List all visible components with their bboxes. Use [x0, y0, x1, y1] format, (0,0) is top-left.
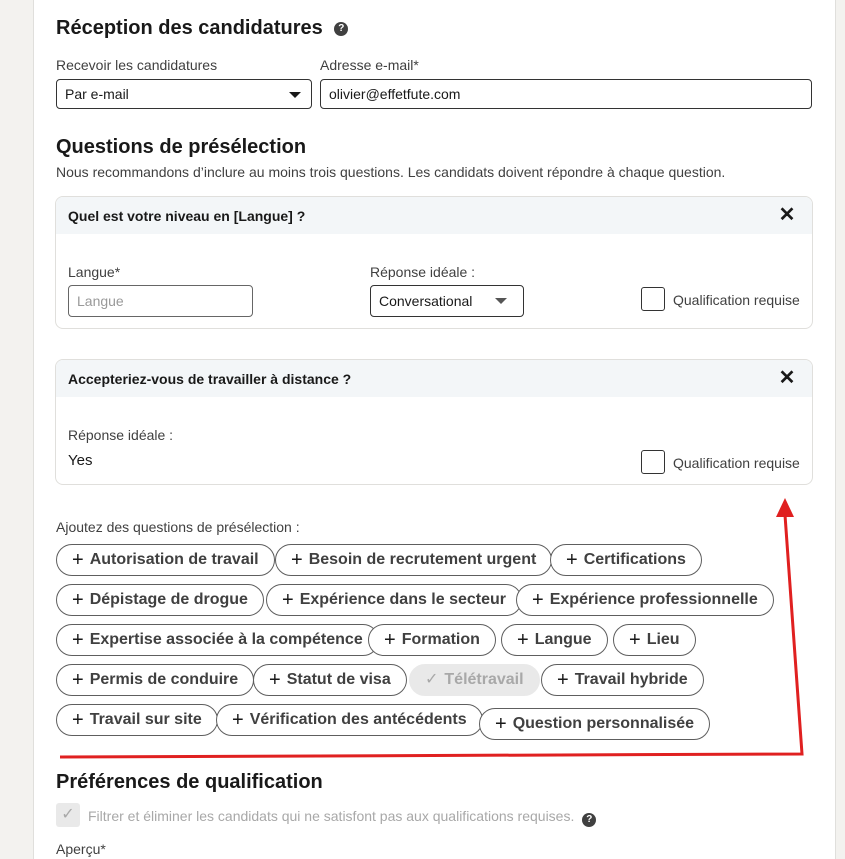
plus-icon: + [269, 669, 281, 691]
plus-icon: + [384, 629, 396, 651]
plus-icon: + [72, 629, 84, 651]
plus-icon: + [282, 589, 294, 611]
email-label: Adresse e-mail* [320, 57, 419, 73]
pill-label: Permis de conduire [89, 671, 239, 688]
pill-label: Formation [401, 631, 480, 648]
plus-icon: + [532, 589, 544, 611]
preview-label: Aperçu* [56, 841, 106, 857]
required-label: Qualification requise [673, 455, 800, 471]
help-icon[interactable]: ? [334, 22, 348, 36]
screening-subtitle: Nous recommandons d’inclure au moins trois questions. Les candidats doivent répondre à chaque question. [56, 164, 726, 180]
plus-icon: + [72, 589, 84, 611]
required-label: Qualification requise [673, 292, 800, 308]
plus-icon: + [232, 709, 244, 731]
plus-icon: + [517, 629, 529, 651]
pill-label: Vérification des antécédents [249, 711, 467, 728]
pill-label: Langue [534, 631, 592, 648]
pill-label: Certifications [583, 551, 686, 568]
pill-label: Travail hybride [574, 671, 688, 688]
filter-label [88, 808, 596, 827]
pill-label: Statut de visa [286, 671, 391, 688]
close-icon[interactable]: ✕ [778, 204, 796, 226]
plus-icon: + [291, 549, 303, 571]
language-label: Langue* [68, 264, 121, 280]
plus-icon: + [629, 629, 641, 651]
plus-icon: + [72, 709, 84, 731]
annotation-line [60, 515, 802, 757]
filter-checkbox-disabled: ✓ [56, 803, 80, 827]
question-title: Accepteriez-vous de travailler à distance ? [68, 371, 352, 387]
reception-title-text: Réception des candidatures [56, 17, 323, 39]
plus-icon: + [557, 669, 569, 691]
close-icon[interactable]: ✕ [778, 367, 796, 389]
email-field-value: olivier@effetfute.com [329, 86, 461, 102]
pill-label: Autorisation de travail [89, 551, 259, 568]
add-questions-label: Ajoutez des questions de présélection : [56, 519, 300, 535]
pill-label: Expérience professionnelle [549, 591, 758, 608]
plus-icon: + [72, 549, 84, 571]
help-icon[interactable]: ? [582, 813, 596, 827]
pill-label: Télétravail [444, 671, 524, 688]
screening-title: Questions de présélection [56, 136, 307, 158]
plus-icon: + [72, 669, 84, 691]
pill-label: Expérience dans le secteur [299, 591, 507, 608]
pill-label: Dépistage de drogue [89, 591, 248, 608]
pill-label: Question personnalisée [512, 715, 695, 732]
ideal-answer-value: Conversational [379, 293, 473, 309]
pill-label: Travail sur site [89, 711, 202, 728]
check-icon: ✓ [425, 671, 439, 688]
pill-label: Besoin de recrutement urgent [308, 551, 537, 568]
plus-icon: + [495, 713, 507, 735]
question-title: Quel est votre niveau en [Langue] ? [68, 208, 306, 224]
preferences-title: Préférences de qualification [56, 771, 323, 793]
ideal-answer-label: Réponse idéale : [370, 264, 476, 280]
ideal-answer-label: Réponse idéale : [68, 427, 174, 443]
pill-label: Expertise associée à la compétence [89, 631, 363, 648]
ideal-answer-value: Yes [68, 452, 93, 469]
pill-label: Lieu [646, 631, 680, 648]
language-placeholder: Langue [77, 293, 124, 309]
receive-select-value: Par e-mail [65, 86, 129, 102]
arrow-head-icon [776, 498, 794, 517]
plus-icon: + [566, 549, 578, 571]
filter-label-text: Filtrer et éliminer les candidats qui ne satisfont pas aux qualifications requises. [88, 808, 575, 824]
receive-label: Recevoir les candidatures [56, 57, 218, 73]
